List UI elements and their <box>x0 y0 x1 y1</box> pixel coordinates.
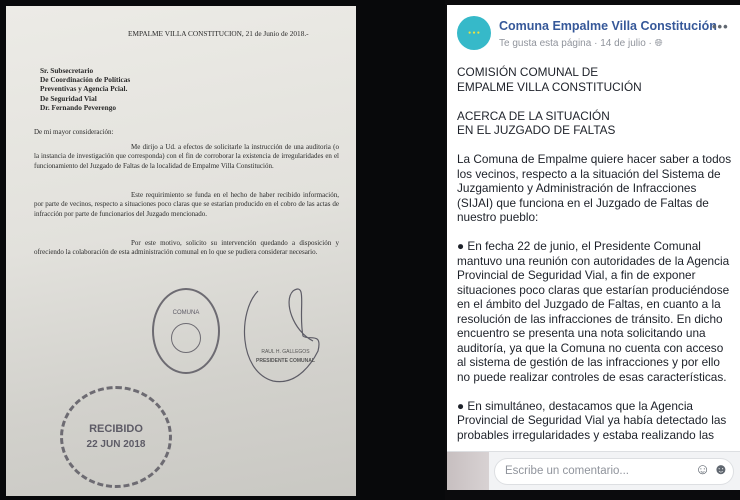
signatory-name: RAUL H. GALLEGOS <box>261 349 310 355</box>
signature-block <box>256 348 315 367</box>
letter-greeting: De mi mayor consideración: <box>34 128 114 136</box>
post-paragraph: ● En simultáneo, destacamos que la Agencia Provincial de Seguridad Vial ya había detectado las probables irregularidades y estaba realizando las <box>457 398 727 442</box>
post-meta: Te gusta esta página · 14 de julio · 🌐︎ <box>499 38 663 49</box>
page-name-link[interactable]: Comuna Empalme Villa Constitución <box>499 19 717 33</box>
liked-page-text: Te gusta esta página <box>499 38 592 49</box>
post-paragraph: ● En fecha 22 de junio, el Presidente Comunal mantuvo una reunión con autoridades de la Agencia Provincial de Seguridad Vial, a fin de exponer situaciones poco claras que estarían produciéndose en el ámbito del Juzgado de Faltas, en cuanto a la resolución de las infracciones de tránsito. En dicho encuentro se presenta una nota solicitando una auditoría, ya que la Comuna no cuenta con acceso al sistema de gestión de las infracciones y por ello no puede realizar controles de esas características. <box>457 239 730 384</box>
comuna-seal <box>152 288 220 374</box>
seal-text: COMUNA <box>172 310 200 317</box>
post-text <box>457 65 738 442</box>
comment-input[interactable]: Escribe un comentario... <box>494 458 734 485</box>
sticker-icon[interactable]: ☻ <box>713 461 729 478</box>
letter-paragraph: Me dirijo a Ud. a efectos de solicitarle la instrucción de una auditoria (o la instancia de investigación que corresponda) con el fin de corroborar la existencia de irregularidades en el funcionamiento del Juzgado de Faltas de la localidad de Empalme Villa Constitución. <box>34 143 339 170</box>
comment-bar <box>447 451 740 490</box>
seal-emblem-icon <box>171 323 201 353</box>
page-avatar[interactable]: ● ● ● <box>457 16 491 50</box>
letter-paragraph: Este requirimiento se funda en el hecho de haber recibido información, por parte de vecinos, respecto a situaciones poco claras que se estarían producido en el cobro de las actas de infracción por parte de funcionarios del Juzgado mencionado. <box>34 191 339 218</box>
letter-document <box>6 6 356 496</box>
address-line: Sr. Subsecretario <box>40 66 94 75</box>
post-date-link[interactable]: 14 de julio <box>600 38 646 49</box>
post-panel <box>447 5 740 490</box>
received-label: RECIBIDO <box>89 423 143 436</box>
post-paragraph: La Comuna de Empalme quiere hacer saber a todos los vecinos, respecto a la situación del Sistema de Juzgamiento y Administración de Infracciones (SIJAI) que funciona en el Juzgado de Faltas de nuestro pueblo: <box>457 152 732 224</box>
user-avatar <box>447 452 489 490</box>
emoji-icon[interactable]: ☺ <box>695 461 711 478</box>
signature-icon <box>238 281 328 391</box>
letter-paragraph: Por este motivo, solicito su intervención quedando a disposición y ofreciendo la colaboración de esta administración comunal en lo que se pudiera considerar necesario. <box>34 239 339 257</box>
address-line: Preventivas y Agencia Pcial. <box>40 84 128 94</box>
globe-icon: 🌐︎ <box>654 38 663 49</box>
signatory-title: PRESIDENTE COMUNAL <box>256 358 315 365</box>
received-stamp <box>60 386 172 488</box>
received-date: 22 JUN 2018 <box>86 438 146 450</box>
post-paragraph: ACERCA DE LA SITUACIÓN EN EL JUZGADO DE FALTAS <box>457 108 616 137</box>
letter-date: EMPALME VILLA CONSTITUCION, 21 de Junio de 2018.- <box>128 29 309 38</box>
address-line: De Coordinación de Políticas <box>40 75 131 85</box>
address-line: Dr. Fernando Peverengo <box>40 102 117 112</box>
letter-address <box>40 66 130 112</box>
ellipsis-icon[interactable]: ••• <box>712 19 729 34</box>
post-paragraph: COMISIÓN COMUNAL DE EMPALME VILLA CONSTITUCIÓN <box>457 65 642 94</box>
address-line: De Seguridad Vial <box>40 93 97 103</box>
